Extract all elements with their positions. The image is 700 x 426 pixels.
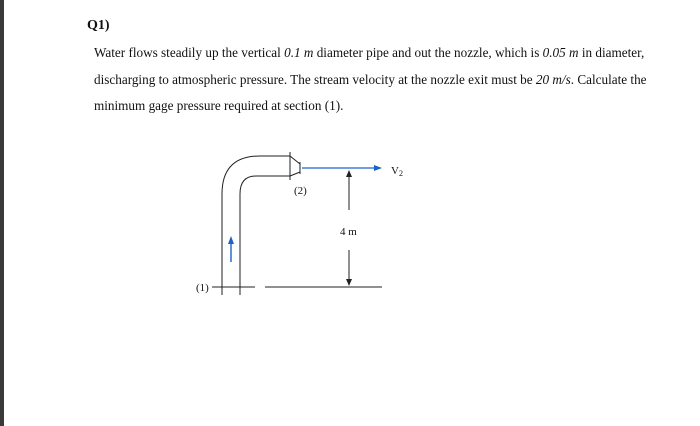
question-text-segment: Water flows steadily up the vertical <box>94 45 285 60</box>
flow-arrow-icon <box>228 236 234 244</box>
question-quantity: 0.1 m <box>284 45 314 60</box>
question-number: Q1) <box>87 18 110 33</box>
jet-arrow-icon <box>374 165 382 171</box>
question-text-segment: in diameter, discharging to atmospheric pressure. The stream velocity at the nozzle exit must be <box>94 45 645 87</box>
height-arrow-down-icon <box>346 279 352 286</box>
section-2-label: (2) <box>294 185 307 197</box>
height-arrow-up-icon <box>346 170 352 177</box>
question-text-segment: diameter pipe and out the nozzle, which is <box>313 45 543 60</box>
nozzle-top <box>290 156 300 164</box>
question-text-segment: . Calculate the minimum gage pressure required at section (1). <box>94 71 647 113</box>
pipe-nozzle-figure <box>190 150 410 315</box>
height-label: 4 m <box>340 226 357 238</box>
pipe-diagram <box>190 150 410 310</box>
question-quantity: 0.05 m <box>542 45 579 60</box>
question-quantity: 20 m/s <box>535 71 571 87</box>
elbow-inner-wall <box>240 176 290 194</box>
question-block <box>87 18 684 120</box>
question-text <box>94 40 684 120</box>
nozzle-bottom <box>290 172 300 176</box>
section-1-label: (1) <box>196 282 209 294</box>
v2-label: V2 <box>391 165 403 178</box>
window-left-edge <box>0 0 4 426</box>
elbow-outer-wall <box>222 156 290 194</box>
